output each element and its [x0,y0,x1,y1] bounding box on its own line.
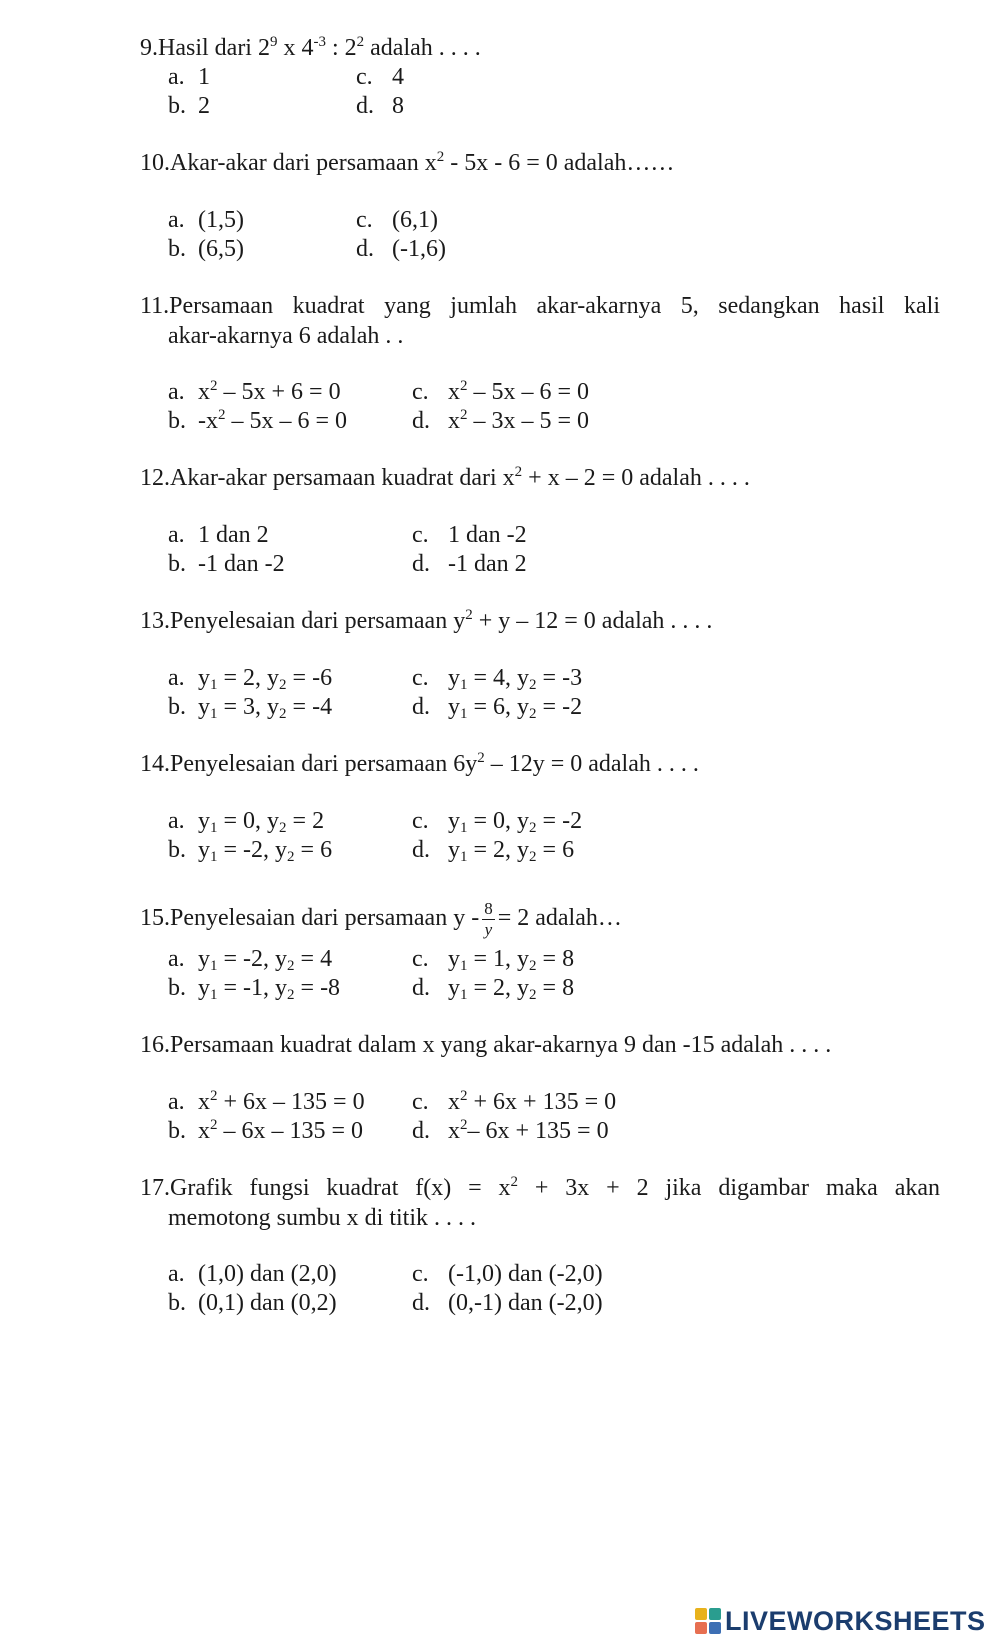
option-9d[interactable]: d. 8 [356,93,404,119]
option-12c[interactable]: c. 1 dan -2 [412,522,527,548]
option-13a[interactable]: a. $y_1 = 2$, $y_2 = -6$ [168,665,333,693]
liveworksheets-logo-text: LIVEWORKSHEETS [725,1605,986,1636]
option-9c[interactable]: c. 4 [356,64,404,90]
question-stem: 10.Akar-akar dari persamaan $x^2 - 5x - 6 = 0$ adalah…… [140,149,675,176]
option-17b[interactable]: b. (0,1) dan (0,2) [168,1290,337,1316]
logo-square [695,1622,707,1634]
question-14 [140,749,940,779]
question-stem: 17.Grafik fungsi kuadrat $f(x) = x^2 + 3x + 2$ jika digambar maka akan [140,1174,941,1201]
option-12d[interactable]: d. -1 dan 2 [412,551,527,577]
option-11d[interactable]: d. $x^2 - 3x - 5 = 0$ [412,407,590,434]
question-stem: 12.Akar-akar persamaan kuadrat dari $x^2 + x - 2 = 0$ adalah . . . . [140,464,750,491]
question-13 [140,606,940,636]
option-11b[interactable]: b. $-x^2 - 5x - 6 = 0$ [168,407,348,434]
option-11a[interactable]: a. $x^2 - 5x + 6 = 0$ [168,378,341,405]
question-16 [140,1030,940,1060]
option-10a[interactable]: a. (1,5) [168,207,244,233]
option-15d[interactable]: d. $y_1 = 2$, $y_2 = 8$ [412,975,575,1003]
logo-square [709,1608,721,1620]
option-14d[interactable]: d. $y_1 = 2$, $y_2 = 6$ [412,837,575,865]
question-11: 11.Persamaan kuadrat yang jumlah akar-akarnya 5, sedangkan hasil kali akar-akarnya 6 adalah . . [140,293,940,349]
question-stem: 15.Penyelesaian dari persamaan y - $\frac{8}{y}$ = 2 adalah… [140,899,622,939]
question-17: 17.Grafik fungsi kuadrat $f(x) = x^2 + 3x + 2$ jika digambar maka akan memotong sumbu x di titik . . . . [140,1174,941,1231]
option-17a[interactable]: a. (1,0) dan (2,0) [168,1261,337,1287]
option-12b[interactable]: b. -1 dan -2 [168,551,285,577]
question-15 [140,899,940,940]
option-15c[interactable]: c. $y_1 = 1$, $y_2 = 8$ [412,946,575,974]
question-9 [140,33,940,63]
question-stem: 14.Penyelesaian dari persamaan $6y^2 - 12y = 0$ adalah . . . . [140,750,699,777]
option-16c[interactable]: c. $x^2 + 6x + 135 = 0$ [412,1088,617,1115]
question-stem: 9.Hasil dari $2^9$ x $4^{-3}$ : $2^2$ adalah . . . . [140,34,481,61]
option-10b[interactable]: b. (6,5) [168,236,244,262]
question-12 [140,463,940,493]
option-15b[interactable]: b. $y_1 = -1$, $y_2 = -8$ [168,975,341,1003]
logo-square [695,1608,707,1620]
option-16d[interactable]: d. $x^2-$ 6x + 135 = 0 [412,1117,609,1144]
option-10c[interactable]: c. (6,1) [356,207,438,233]
logo-square [709,1622,721,1634]
option-16a[interactable]: a. $x^2 + 6x - 135 = 0$ [168,1088,365,1115]
question-stem: 11.Persamaan kuadrat yang jumlah akar-akarnya 5, sedangkan hasil kali [140,293,940,319]
option-9a[interactable]: a. 1 [168,64,210,90]
option-11c[interactable]: c. $x^2 - 5x - 6 = 0$ [412,378,590,405]
option-10d[interactable]: d. (-1,6) [356,236,446,262]
option-14c[interactable]: c. $y_1 = 0$, $y_2 = -2$ [412,808,583,836]
fraction: $\frac{8}{y}$ [484,899,493,939]
option-14a[interactable]: a. $y_1 = 0$, $y_2 = 2$ [168,808,325,836]
option-13b[interactable]: b. $y_1 = 3$, $y_2 = -4$ [168,694,333,722]
option-16b[interactable]: b. $x^2 - 6x - 135 = 0$ [168,1117,364,1144]
option-17d[interactable]: d. (0,-1) dan (-2,0) [412,1290,603,1316]
option-13d[interactable]: d. $y_1 = 6$, $y_2 = -2$ [412,694,583,722]
option-14b[interactable]: b. $y_1 = -2$, $y_2 = 6$ [168,837,333,865]
option-9b[interactable]: b. 2 [168,93,210,119]
question-stem: 13.Penyelesaian dari persamaan $y^2 + y - 12 = 0$ adalah . . . . [140,607,713,634]
question-10 [140,148,940,178]
option-17c[interactable]: c. (-1,0) dan (-2,0) [412,1261,603,1287]
option-15a[interactable]: a. $y_1 = -2$, $y_2 = 4$ [168,946,333,974]
option-12a[interactable]: a. 1 dan 2 [168,522,269,548]
liveworksheets-logo[interactable] [695,1606,986,1636]
question-stem: 16.Persamaan kuadrat dalam x yang akar-akarnya 9 dan -15 adalah . . . . [140,1032,832,1058]
liveworksheets-logo-icon [695,1608,721,1634]
option-13c[interactable]: c. $y_1 = 4$, $y_2 = -3$ [412,665,583,693]
